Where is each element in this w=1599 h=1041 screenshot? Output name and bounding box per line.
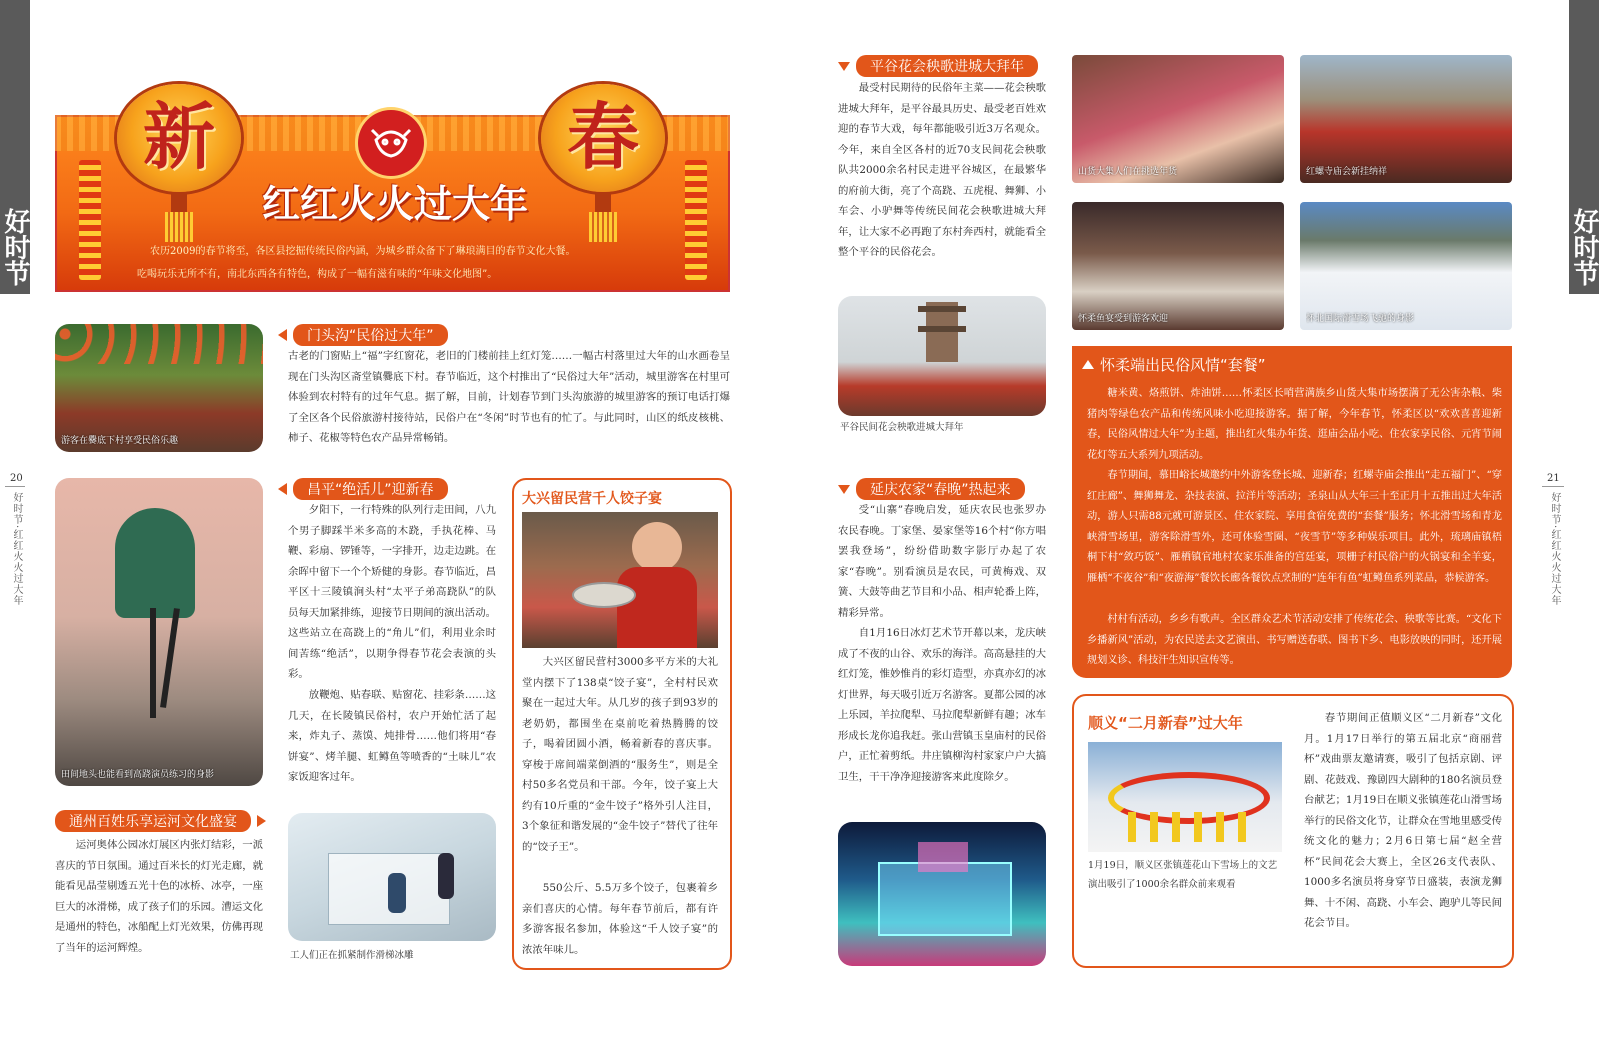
daxing-heading: 大兴留民营千人饺子宴 [522, 491, 662, 507]
yanqing-photo [838, 822, 1046, 966]
yanqing-text-2: 自1月16日冰灯艺术节开幕以来，龙庆峡成了不夜的山谷、欢乐的海洋。高高悬挂的大红灯笼，惟妙惟肖的彩灯造型，亦真亦幻的冰灯世界，每天吸引近万名游客。夏都公园的冰上乐园，羊拉爬犁、马拉爬犁新鲜有趣；冰车形成长龙你追我赶。张山营镇玉皇庙村的民俗户，正忙着剪纸。井庄镇柳沟村家家户户大搞卫生，干干净净迎接游客来此度除夕。 [838, 627, 1046, 783]
pinggu-photo [838, 296, 1046, 416]
side-bar-right [1569, 0, 1599, 200]
photo-caption: 山货大集人们在挑选年货 [1078, 167, 1178, 177]
changping-text-1: 夕阳下，一行特殊的队列行走田间，八九个男子脚踩半米多高的木跷，手执花棒、马鞭、彩扇、锣锤等，一字排开，边走边跳。在余晖中留下一个个矫健的身影。春节临近，昌平区十三陵镇涧头村“太平子弟高跷队”的队员每天加紧排练，迎接节日期间的演出活动。这些站立在高跷上的“角儿”们，利用业余时间苦练“绝活”，以期争得春节花会表演的头彩。 [288, 504, 496, 680]
daxing-text-2: 550公斤、5.5万多个饺子，包裹着乡亲们喜庆的心情。每年春节前后，都有许多游客报名参加，体验这“千人饺子宴”的浓浓年味儿。 [522, 882, 718, 956]
section-title: 昌平“绝活儿”迎新春 [293, 478, 448, 500]
banner-intro-1: 农历2009的春节将至，各区县挖掘传统民俗内涵，为城乡群众备下了琳琅满目的春节文化大餐。 [150, 246, 576, 257]
running-header-right: 好时节·红红火火过大年 [1549, 492, 1560, 607]
divider [1542, 486, 1564, 487]
firecracker-left [79, 160, 101, 280]
shunyi-heading: 顺义“二月新春”过大年 [1088, 714, 1243, 732]
yanqing-heading [838, 478, 1025, 500]
page-number-right: 21 [1547, 473, 1560, 484]
banner-intro-2: 吃喝玩乐无所不有，南北东西各有特色，构成了一幅有滋有味的“年味文化地图”。 [137, 269, 498, 280]
shunyi-text: 春节期间正值顺义区“二月新春”文化月。1月17日举行的第五届北京“商丽营杯”戏曲票友邀请赛，吸引了包括京剧、评剧、花鼓戏、豫剧四大剧种的180名演员登台献艺；1月19日在顺义张镇莲花山滑雪场举行的民俗文化节，让群众在雪地里感受传统文化的魅力；2月6日第七届“赵全营杯”民间花会大赛上，全区26支代表队、1000多名演员将身穿节日盛装，表演龙狮舞、十不闲、高跷、小车会、跑驴儿等民间花会节目。 [1304, 712, 1502, 929]
section-title: 平谷花会秧歌进城大拜年 [856, 55, 1038, 77]
section-title: 怀柔端出民俗风情“套餐” [1100, 356, 1266, 374]
changping-text-2: 放鞭炮、贴春联、贴窗花、挂彩条……这几天，在长陵镇民俗村，农户开始忙活了起来，炸丸子、蒸馍、炖排骨……他们将用“春饼宴”、烤羊腿、虹鳟鱼等喷香的“土味儿”农家饭迎客过年。 [288, 689, 496, 783]
arrow-left-icon [278, 483, 287, 495]
side-tab-left: 好时节 [0, 200, 30, 294]
arrow-up-icon [1082, 360, 1094, 369]
pinggu-heading [838, 55, 1038, 77]
mentougou-photo [55, 324, 263, 452]
section-title: 门头沟“民俗过大年” [293, 324, 448, 346]
daxing-text-1: 大兴区留民营村3000多平方米的大礼堂内摆下了138桌“饺子宴”，全村村民欢聚在一起过大年。从几岁的孩子到93岁的老奶奶，都围坐在桌前吃着热腾腾的饺子，喝着团圆小酒，畅着新春的喜庆事。穿梭于席间端菜倒酒的“服务生”，则是全村50多名党员和干部。今年，饺子宴上大约有10斤重的“金牛饺子”格外引人注目，3个象征和谐发展的“金牛饺子”替代了往年的“饺子王”。 [522, 656, 718, 853]
pinggu-photo-caption: 平谷民间花会秧歌进城大拜年 [840, 422, 964, 433]
tongzhou-photo [288, 813, 496, 941]
changping-heading [278, 478, 448, 500]
photo-ski [1300, 202, 1512, 330]
photo-fish-feast [1072, 202, 1284, 330]
banner-char-right: 春 [566, 94, 639, 179]
photo-caption: 怀北国际滑雪场飞驰的身影 [1306, 314, 1415, 324]
banner-char-left: 新 [142, 94, 215, 179]
section-title: 通州百姓乐享运河文化盛宴 [55, 810, 251, 832]
daxing-photo [522, 512, 718, 648]
arrow-down-icon [838, 62, 850, 71]
side-bar-left [0, 0, 30, 200]
ox-emblem-icon [358, 110, 424, 176]
huairou-heading [1082, 354, 1266, 375]
arrow-left-icon [278, 329, 287, 341]
shunyi-photo [1088, 742, 1282, 852]
side-tab-right: 好时节 [1569, 200, 1599, 294]
tongzhou-text: 运河奥体公园冰灯展区内张灯结彩，一派喜庆的节日氛围。通过百米长的灯光走廊，就能看见晶莹剔透五光十色的冰桥、冰亭，一座巨大的冰滑梯，成了孩子们的乐园。漕运文化是通州的特色，冰船配上灯光效果，仿佛再现了当年的运河辉煌。 [55, 839, 263, 954]
photo-market [1072, 55, 1284, 183]
photo-temple-fair [1300, 55, 1512, 183]
huairou-text-3: 村村有活动，乡乡有歌声。全区群众艺术节活动安排了传统花会、秧歌等比赛。“文化下乡播新风”活动，为农民送去文艺演出、书写赠送春联、图书下乡、电影放映的同时，还开展规划义诊、科技汗生知识宣传等。 [1087, 614, 1502, 666]
photo-caption: 红螺寺庙会新挂纳祥 [1306, 167, 1388, 177]
yanqing-text-1: 受“山寨”春晚启发，延庆农民也张罗办农民春晚。丁家堡、晏家堡等16个村“你方唱罢我登场”，纷纷借助数字影厅办起了农家“春晚”。别看演员是农民，可黄梅戏、双簧、大鼓等曲艺节目和小品、相声轮番上阵，精彩异常。 [838, 504, 1046, 619]
running-header-left: 好时节·红红火火过大年 [11, 492, 22, 607]
huairou-text-1: 糖米黄、烙煎饼、炸油饼……怀柔区长哨营满族乡山货大集市场摆满了无公害杂粮、柴猪肉等绿色农产品和传统风味小吃迎接游客。据了解，今年春节，怀柔区以“欢欢喜喜迎新春，民俗风情过大年”为主题，推出红火集办年货、逛庙会品小吃、住农家享民俗、元宵节闹花灯等五大系列九项活动。 [1087, 388, 1502, 461]
banner-title: 红红火火过大年 [261, 182, 528, 226]
title-banner [55, 70, 730, 292]
changping-photo [55, 478, 263, 786]
divider [5, 486, 25, 487]
photo-caption: 游客在爨底下村享受民俗乐趣 [61, 436, 179, 446]
shunyi-photo-caption: 1月19日，顺义区张镇莲花山下雪场上的文艺演出吸引了1000余名群众前来观看 [1088, 860, 1278, 890]
huairou-text-2: 春节期间，慕田峪长城邀约中外游客登长城、迎新春；红螺寺庙会推出“走五福门”、“穿红庄廊”、舞狮舞龙、杂技表演、拉洋片等活动；圣泉山从大年三十至正月十五推出过大年活动，游人只需88元就可游景区、住农家院、享用食宿免费的“套餐”服务；怀北滑雪场和青龙峡滑雪场里，游客除滑雪外，还可体验雪圈、“夜雪节”等多种娱乐项目。此外，琉璃庙镇梧桐下村“敛巧饭”、雁栖镇官地村农家乐准备的宫廷宴，项栅子村民俗户的火锅宴和全羊宴，雁栖“不夜谷”和“夜游海”餐饮长廊各餐饮点烹制的“连年有鱼”虹鳟鱼系列菜品，恭候游客。 [1087, 470, 1502, 584]
page-number-left: 20 [10, 473, 23, 484]
section-title: 延庆农家“春晚”热起来 [856, 478, 1025, 500]
pinggu-text: 最受村民期待的民俗年主菜——花会秧歌进城大拜年，是平谷最具历史、最受老百姓欢迎的春节大戏，每年都能吸引近3万名观众。今年，来自全区各村的近70支民间花会秧歌队共2000余名村民走进平谷城区，在最繁华的府前大街，亮了个高跷、五虎棍、舞狮、小车会、小驴舞等传统民间花会秧歌进城大拜年，让大家不必再跑了东村奔西村，就能看全整个平谷的民俗花会。 [838, 82, 1046, 258]
photo-caption: 怀柔鱼宴受到游客欢迎 [1078, 314, 1169, 324]
photo-caption: 田间地头也能看到高跷演员练习的身影 [61, 770, 215, 780]
mentougou-heading [278, 324, 448, 346]
tongzhou-photo-caption: 工人们正在抓紧制作滑梯冰雕 [290, 950, 414, 961]
firecracker-right [685, 160, 707, 280]
arrow-down-icon [838, 485, 850, 494]
mentougou-text: 古老的门窗贴上“福”字红窗花，老旧的门楼前挂上红灯笼……一幅古村落里过大年的山水画卷呈现在门头沟区斋堂镇爨底下村。春节临近，这个村推出了“民俗过大年”活动，城里游客在村里可体验到农村特有的过年气息。据了解，目前，计划春节到门头沟旅游的城里游客的预订电话打爆了全区各个民俗旅游村接待站，民俗户在“冬闲”时节也有的忙了。与此同时，山区的纸皮核桃、柿子、花椒等特色农产品异常畅销。 [288, 350, 730, 444]
tongzhou-heading [55, 810, 266, 832]
arrow-right-icon [257, 815, 266, 827]
